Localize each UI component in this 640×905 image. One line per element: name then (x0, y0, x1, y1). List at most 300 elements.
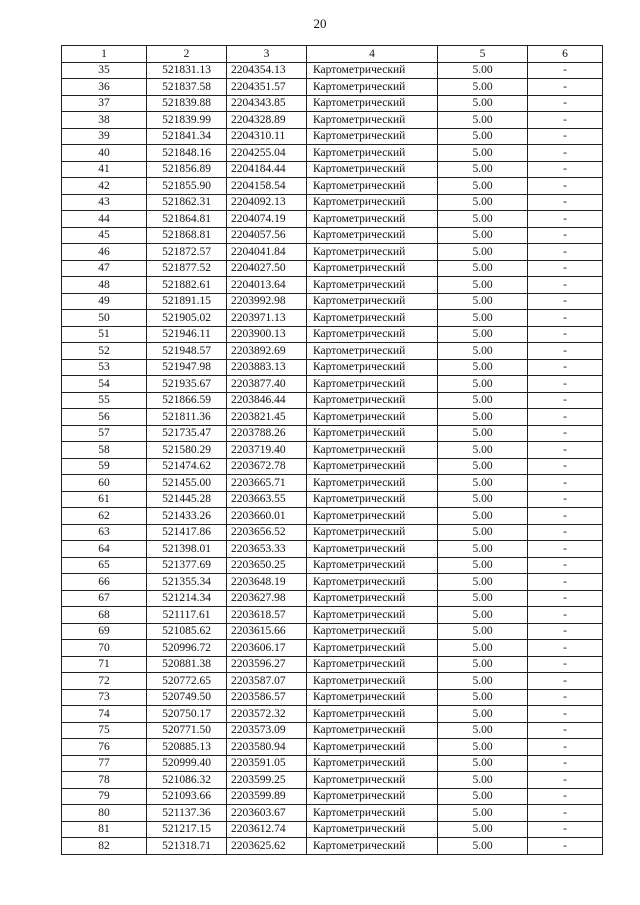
table-row (62, 277, 603, 294)
point-number-cell: 62 (62, 508, 147, 525)
description-cell: - (528, 722, 603, 739)
accuracy-cell: 5.00 (438, 376, 528, 393)
accuracy-cell: 5.00 (438, 178, 528, 195)
method-cell: Картометрический (307, 178, 438, 195)
description-cell: - (528, 112, 603, 129)
description-cell: - (528, 442, 603, 459)
description-cell: - (528, 425, 603, 442)
point-number-cell: 74 (62, 706, 147, 723)
table-row (62, 722, 603, 739)
x-coordinate-cell: 520749.50 (147, 689, 227, 706)
y-coordinate-cell: 2204310.11 (227, 128, 307, 145)
table-row (62, 673, 603, 690)
accuracy-cell: 5.00 (438, 244, 528, 261)
y-coordinate-cell: 2203627.98 (227, 590, 307, 607)
y-coordinate-cell: 2203877.40 (227, 376, 307, 393)
y-coordinate-cell: 2204041.84 (227, 244, 307, 261)
accuracy-cell: 5.00 (438, 673, 528, 690)
page-number: 20 (313, 16, 327, 31)
y-coordinate-cell: 2204092.13 (227, 194, 307, 211)
description-cell: - (528, 508, 603, 525)
table-row (62, 838, 603, 855)
x-coordinate-cell: 521868.81 (147, 227, 227, 244)
accuracy-cell: 5.00 (438, 95, 528, 112)
table-row (62, 689, 603, 706)
point-number-cell: 63 (62, 524, 147, 541)
table-row (62, 227, 603, 244)
description-cell: - (528, 574, 603, 591)
column-header: 3 (227, 46, 307, 63)
point-number-cell: 41 (62, 161, 147, 178)
x-coordinate-cell: 521864.81 (147, 211, 227, 228)
method-cell: Картометрический (307, 491, 438, 508)
table-row (62, 178, 603, 195)
x-coordinate-cell: 521398.01 (147, 541, 227, 558)
accuracy-cell: 5.00 (438, 805, 528, 822)
table-row (62, 79, 603, 96)
description-cell: - (528, 409, 603, 426)
method-cell: Картометрический (307, 590, 438, 607)
accuracy-cell: 5.00 (438, 79, 528, 96)
description-cell: - (528, 821, 603, 838)
x-coordinate-cell: 520881.38 (147, 656, 227, 673)
x-coordinate-cell: 521948.57 (147, 343, 227, 360)
point-number-cell: 48 (62, 277, 147, 294)
accuracy-cell: 5.00 (438, 607, 528, 624)
y-coordinate-cell: 2203618.57 (227, 607, 307, 624)
y-coordinate-cell: 2203663.55 (227, 491, 307, 508)
accuracy-cell: 5.00 (438, 640, 528, 657)
table-row (62, 244, 603, 261)
table-row (62, 95, 603, 112)
method-cell: Картометрический (307, 376, 438, 393)
y-coordinate-cell: 2203572.32 (227, 706, 307, 723)
x-coordinate-cell: 521137.36 (147, 805, 227, 822)
table-row (62, 425, 603, 442)
x-coordinate-cell: 520996.72 (147, 640, 227, 657)
x-coordinate-cell: 521946.11 (147, 326, 227, 343)
y-coordinate-cell: 2203653.33 (227, 541, 307, 558)
x-coordinate-cell: 521580.29 (147, 442, 227, 459)
y-coordinate-cell: 2203596.27 (227, 656, 307, 673)
description-cell: - (528, 689, 603, 706)
description-cell: - (528, 227, 603, 244)
x-coordinate-cell: 521877.52 (147, 260, 227, 277)
table-row (62, 656, 603, 673)
method-cell: Картометрический (307, 392, 438, 409)
description-cell: - (528, 838, 603, 855)
table-row (62, 310, 603, 327)
accuracy-cell: 5.00 (438, 524, 528, 541)
x-coordinate-cell: 521417.86 (147, 524, 227, 541)
description-cell: - (528, 79, 603, 96)
accuracy-cell: 5.00 (438, 458, 528, 475)
x-coordinate-cell: 521848.16 (147, 145, 227, 162)
x-coordinate-cell: 521455.00 (147, 475, 227, 492)
description-cell: - (528, 359, 603, 376)
accuracy-cell: 5.00 (438, 689, 528, 706)
y-coordinate-cell: 2203846.44 (227, 392, 307, 409)
accuracy-cell: 5.00 (438, 491, 528, 508)
point-number-cell: 54 (62, 376, 147, 393)
point-number-cell: 47 (62, 260, 147, 277)
description-cell: - (528, 607, 603, 624)
accuracy-cell: 5.00 (438, 739, 528, 756)
description-cell: - (528, 244, 603, 261)
table-row (62, 640, 603, 657)
table-row (62, 574, 603, 591)
y-coordinate-cell: 2203603.67 (227, 805, 307, 822)
y-coordinate-cell: 2204158.54 (227, 178, 307, 195)
table-row (62, 508, 603, 525)
y-coordinate-cell: 2203587.07 (227, 673, 307, 690)
x-coordinate-cell: 521837.58 (147, 79, 227, 96)
table-row (62, 458, 603, 475)
description-cell: - (528, 557, 603, 574)
x-coordinate-cell: 521855.90 (147, 178, 227, 195)
y-coordinate-cell: 2204351.57 (227, 79, 307, 96)
table-row (62, 788, 603, 805)
point-number-cell: 77 (62, 755, 147, 772)
accuracy-cell: 5.00 (438, 656, 528, 673)
table-row (62, 128, 603, 145)
description-cell: - (528, 739, 603, 756)
method-cell: Картометрический (307, 161, 438, 178)
point-number-cell: 42 (62, 178, 147, 195)
table-row (62, 590, 603, 607)
method-cell: Картометрический (307, 640, 438, 657)
method-cell: Картометрический (307, 475, 438, 492)
point-number-cell: 61 (62, 491, 147, 508)
description-cell: - (528, 788, 603, 805)
y-coordinate-cell: 2203892.69 (227, 343, 307, 360)
method-cell: Картометрический (307, 656, 438, 673)
point-number-cell: 65 (62, 557, 147, 574)
y-coordinate-cell: 2203573.09 (227, 722, 307, 739)
description-cell: - (528, 277, 603, 294)
point-number-cell: 76 (62, 739, 147, 756)
table-row (62, 475, 603, 492)
x-coordinate-cell: 521891.15 (147, 293, 227, 310)
method-cell: Картометрический (307, 409, 438, 426)
description-cell: - (528, 194, 603, 211)
x-coordinate-cell: 521866.59 (147, 392, 227, 409)
method-cell: Картометрический (307, 128, 438, 145)
accuracy-cell: 5.00 (438, 788, 528, 805)
accuracy-cell: 5.00 (438, 409, 528, 426)
method-cell: Картометрический (307, 772, 438, 789)
point-number-cell: 44 (62, 211, 147, 228)
table-row (62, 62, 603, 79)
point-number-cell: 51 (62, 326, 147, 343)
table-row (62, 211, 603, 228)
point-number-cell: 60 (62, 475, 147, 492)
method-cell: Картометрический (307, 326, 438, 343)
description-cell: - (528, 772, 603, 789)
y-coordinate-cell: 2204057.56 (227, 227, 307, 244)
table-row (62, 392, 603, 409)
method-cell: Картометрический (307, 788, 438, 805)
accuracy-cell: 5.00 (438, 425, 528, 442)
table-row (62, 442, 603, 459)
accuracy-cell: 5.00 (438, 277, 528, 294)
point-number-cell: 40 (62, 145, 147, 162)
y-coordinate-cell: 2203719.40 (227, 442, 307, 459)
x-coordinate-cell: 521217.15 (147, 821, 227, 838)
accuracy-cell: 5.00 (438, 706, 528, 723)
table-row (62, 607, 603, 624)
description-cell: - (528, 623, 603, 640)
method-cell: Картометрический (307, 425, 438, 442)
method-cell: Картометрический (307, 722, 438, 739)
accuracy-cell: 5.00 (438, 623, 528, 640)
x-coordinate-cell: 521445.28 (147, 491, 227, 508)
x-coordinate-cell: 521872.57 (147, 244, 227, 261)
point-number-cell: 59 (62, 458, 147, 475)
y-coordinate-cell: 2203599.25 (227, 772, 307, 789)
method-cell: Картометрический (307, 805, 438, 822)
point-number-cell: 50 (62, 310, 147, 327)
table-row (62, 359, 603, 376)
method-cell: Картометрический (307, 343, 438, 360)
method-cell: Картометрический (307, 673, 438, 690)
accuracy-cell: 5.00 (438, 772, 528, 789)
accuracy-cell: 5.00 (438, 194, 528, 211)
table-row (62, 260, 603, 277)
method-cell: Картометрический (307, 607, 438, 624)
method-cell: Картометрический (307, 739, 438, 756)
x-coordinate-cell: 521862.31 (147, 194, 227, 211)
method-cell: Картометрический (307, 62, 438, 79)
accuracy-cell: 5.00 (438, 62, 528, 79)
point-number-cell: 66 (62, 574, 147, 591)
method-cell: Картометрический (307, 277, 438, 294)
table-row (62, 343, 603, 360)
point-number-cell: 39 (62, 128, 147, 145)
table-row (62, 491, 603, 508)
column-header: 4 (307, 46, 438, 63)
y-coordinate-cell: 2203586.57 (227, 689, 307, 706)
accuracy-cell: 5.00 (438, 475, 528, 492)
point-number-cell: 70 (62, 640, 147, 657)
method-cell: Картометрический (307, 260, 438, 277)
description-cell: - (528, 475, 603, 492)
point-number-cell: 36 (62, 79, 147, 96)
method-cell: Картометрический (307, 574, 438, 591)
accuracy-cell: 5.00 (438, 541, 528, 558)
point-number-cell: 68 (62, 607, 147, 624)
column-header: 1 (62, 46, 147, 63)
x-coordinate-cell: 521839.88 (147, 95, 227, 112)
method-cell: Картометрический (307, 706, 438, 723)
y-coordinate-cell: 2204027.50 (227, 260, 307, 277)
table-row (62, 293, 603, 310)
accuracy-cell: 5.00 (438, 392, 528, 409)
table-row (62, 821, 603, 838)
coordinates-table (61, 45, 603, 855)
description-cell: - (528, 541, 603, 558)
point-number-cell: 58 (62, 442, 147, 459)
table-row (62, 755, 603, 772)
x-coordinate-cell: 521318.71 (147, 838, 227, 855)
point-number-cell: 49 (62, 293, 147, 310)
method-cell: Картометрический (307, 227, 438, 244)
description-cell: - (528, 805, 603, 822)
accuracy-cell: 5.00 (438, 508, 528, 525)
method-cell: Картометрический (307, 211, 438, 228)
y-coordinate-cell: 2204328.89 (227, 112, 307, 129)
description-cell: - (528, 161, 603, 178)
description-cell: - (528, 491, 603, 508)
point-number-cell: 75 (62, 722, 147, 739)
table-row (62, 706, 603, 723)
x-coordinate-cell: 520885.13 (147, 739, 227, 756)
x-coordinate-cell: 521947.98 (147, 359, 227, 376)
description-cell: - (528, 706, 603, 723)
x-coordinate-cell: 521935.67 (147, 376, 227, 393)
accuracy-cell: 5.00 (438, 821, 528, 838)
description-cell: - (528, 95, 603, 112)
y-coordinate-cell: 2203665.71 (227, 475, 307, 492)
description-cell: - (528, 326, 603, 343)
y-coordinate-cell: 2203648.19 (227, 574, 307, 591)
accuracy-cell: 5.00 (438, 590, 528, 607)
description-cell: - (528, 293, 603, 310)
y-coordinate-cell: 2204013.64 (227, 277, 307, 294)
accuracy-cell: 5.00 (438, 260, 528, 277)
x-coordinate-cell: 521839.99 (147, 112, 227, 129)
description-cell: - (528, 376, 603, 393)
accuracy-cell: 5.00 (438, 343, 528, 360)
accuracy-cell: 5.00 (438, 359, 528, 376)
method-cell: Картометрический (307, 95, 438, 112)
x-coordinate-cell: 521433.26 (147, 508, 227, 525)
method-cell: Картометрический (307, 524, 438, 541)
description-cell: - (528, 392, 603, 409)
point-number-cell: 64 (62, 541, 147, 558)
y-coordinate-cell: 2203883.13 (227, 359, 307, 376)
point-number-cell: 52 (62, 343, 147, 360)
description-cell: - (528, 458, 603, 475)
accuracy-cell: 5.00 (438, 755, 528, 772)
point-number-cell: 35 (62, 62, 147, 79)
method-cell: Картометрический (307, 557, 438, 574)
x-coordinate-cell: 521377.69 (147, 557, 227, 574)
point-number-cell: 78 (62, 772, 147, 789)
y-coordinate-cell: 2203615.66 (227, 623, 307, 640)
method-cell: Картометрический (307, 541, 438, 558)
x-coordinate-cell: 521214.34 (147, 590, 227, 607)
point-number-cell: 43 (62, 194, 147, 211)
method-cell: Картометрический (307, 689, 438, 706)
method-cell: Картометрический (307, 755, 438, 772)
table-row (62, 557, 603, 574)
point-number-cell: 46 (62, 244, 147, 261)
y-coordinate-cell: 2203599.89 (227, 788, 307, 805)
description-cell: - (528, 310, 603, 327)
y-coordinate-cell: 2204074.19 (227, 211, 307, 228)
table-row (62, 739, 603, 756)
table-row (62, 541, 603, 558)
accuracy-cell: 5.00 (438, 838, 528, 855)
method-cell: Картометрический (307, 442, 438, 459)
x-coordinate-cell: 521856.89 (147, 161, 227, 178)
y-coordinate-cell: 2204354.13 (227, 62, 307, 79)
table-row (62, 376, 603, 393)
y-coordinate-cell: 2203821.45 (227, 409, 307, 426)
x-coordinate-cell: 521831.13 (147, 62, 227, 79)
method-cell: Картометрический (307, 112, 438, 129)
point-number-cell: 73 (62, 689, 147, 706)
x-coordinate-cell: 521811.36 (147, 409, 227, 426)
point-number-cell: 80 (62, 805, 147, 822)
table-row (62, 772, 603, 789)
description-cell: - (528, 590, 603, 607)
table-row (62, 409, 603, 426)
description-cell: - (528, 211, 603, 228)
y-coordinate-cell: 2203900.13 (227, 326, 307, 343)
accuracy-cell: 5.00 (438, 227, 528, 244)
x-coordinate-cell: 520999.40 (147, 755, 227, 772)
y-coordinate-cell: 2203992.98 (227, 293, 307, 310)
x-coordinate-cell: 521905.02 (147, 310, 227, 327)
y-coordinate-cell: 2204343.85 (227, 95, 307, 112)
accuracy-cell: 5.00 (438, 128, 528, 145)
accuracy-cell: 5.00 (438, 293, 528, 310)
table-row (62, 145, 603, 162)
method-cell: Картометрический (307, 293, 438, 310)
y-coordinate-cell: 2203971.13 (227, 310, 307, 327)
accuracy-cell: 5.00 (438, 211, 528, 228)
point-number-cell: 81 (62, 821, 147, 838)
accuracy-cell: 5.00 (438, 326, 528, 343)
table-row (62, 161, 603, 178)
method-cell: Картометрический (307, 623, 438, 640)
point-number-cell: 45 (62, 227, 147, 244)
table-row (62, 194, 603, 211)
y-coordinate-cell: 2203612.74 (227, 821, 307, 838)
method-cell: Картометрический (307, 838, 438, 855)
x-coordinate-cell: 520750.17 (147, 706, 227, 723)
accuracy-cell: 5.00 (438, 557, 528, 574)
method-cell: Картометрический (307, 244, 438, 261)
y-coordinate-cell: 2203580.94 (227, 739, 307, 756)
column-header: 2 (147, 46, 227, 63)
point-number-cell: 79 (62, 788, 147, 805)
column-header: 6 (528, 46, 603, 63)
point-number-cell: 82 (62, 838, 147, 855)
point-number-cell: 55 (62, 392, 147, 409)
table-row (62, 623, 603, 640)
y-coordinate-cell: 2203650.25 (227, 557, 307, 574)
x-coordinate-cell: 520771.50 (147, 722, 227, 739)
x-coordinate-cell: 521882.61 (147, 277, 227, 294)
accuracy-cell: 5.00 (438, 310, 528, 327)
x-coordinate-cell: 521085.62 (147, 623, 227, 640)
y-coordinate-cell: 2204255.04 (227, 145, 307, 162)
point-number-cell: 71 (62, 656, 147, 673)
x-coordinate-cell: 521841.34 (147, 128, 227, 145)
description-cell: - (528, 145, 603, 162)
description-cell: - (528, 755, 603, 772)
x-coordinate-cell: 521086.32 (147, 772, 227, 789)
table-row (62, 326, 603, 343)
table-header-row (62, 46, 603, 63)
description-cell: - (528, 656, 603, 673)
y-coordinate-cell: 2203625.62 (227, 838, 307, 855)
method-cell: Картометрический (307, 359, 438, 376)
description-cell: - (528, 524, 603, 541)
